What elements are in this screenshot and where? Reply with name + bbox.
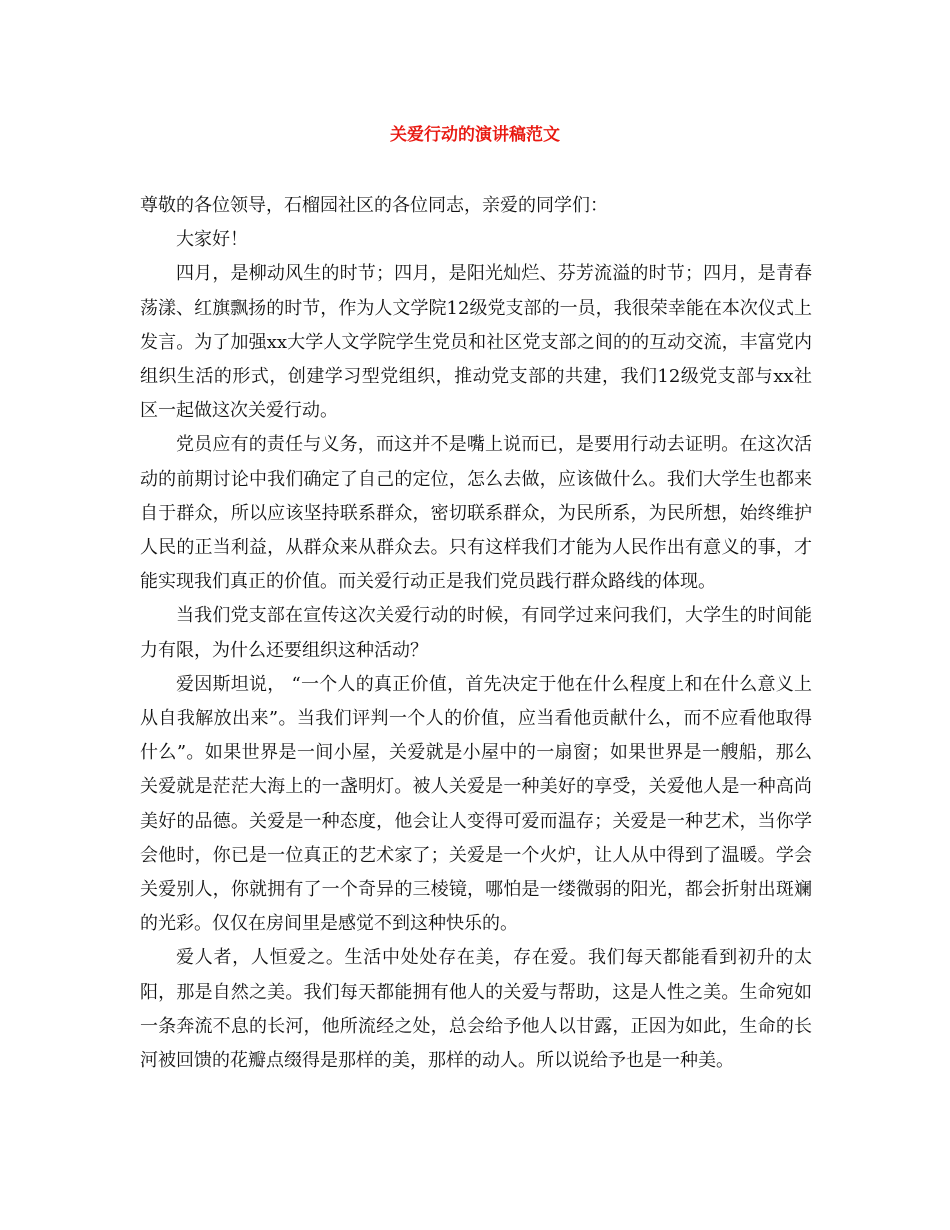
paragraph-question: 当我们党支部在宣传这次关爱行动的时候，有同学过来问我们，大学生的时间能力有限，为什么还要组织这种活动？ (140, 605, 812, 661)
document-title: 关爱行动的演讲稿范文 (390, 125, 560, 145)
paragraph-party-duty: 党员应有的责任与义务，而这并不是嘴上说而已，是要用行动去证明。在这次活动的前期讨论中我们确定了自己的定位，怎么去做，应该做什么。我们大学生也都来自于群众，所以应该坚持联系群众，密切联系群众，为民所系，为民所想，始终维护人民的正当利益，从群众来从群众去。只有这样我们才能为人民作出有意义的事，才能实现我们真正的价值。而关爱行动正是我们党员践行群众路线的体现。 (140, 434, 812, 593)
paragraph-love-beauty: 爱人者，人恒爱之。生活中处处存在美，存在爱。我们每天都能看到初升的太阳，那是自然之美。我们每天都能拥有他人的关爱与帮助，这是人性之美。生命宛如一条奔流不息的长河，他所流经之处，总会给予他人以甘露，正因为如此，生命的长河被回馈的花瓣点缀得是那样的美，那样的动人。所以说给予也是一种美。 (140, 947, 812, 1072)
paragraph-april: 四月，是柳动风生的时节；四月，是阳光灿烂、芬芳流溢的时节；四月，是青春荡漾、红旗飘扬的时节，作为人文学院12级党支部的一员，我很荣幸能在本次仪式上发言。为了加强xx大学人文学院学生党员和社区党支部之间的的互动交流，丰富党内组织生活的形式，创建学习型党组织，推动党支部的共建，我们12级党支部与xx社区一起做这次关爱行动。 (140, 263, 812, 422)
document-body (140, 189, 812, 1078)
salutation: 尊敬的各位领导，石榴园社区的各位同志，亲爱的同学们： (140, 195, 608, 216)
paragraph-greeting: 大家好！ (176, 229, 248, 251)
paragraph-einstein: 爱因斯坦说， “一个人的真正价值，首先决定于他在什么程度上和在什么意义上从自我解放出来”。当我们评判一个人的价值，应当看他贡献什么，而不应看他取得什么”。如果世界是一间小屋，关爱就是小屋中的一扇窗；如果世界是一艘船，那么关爱就是茫茫大海上的一盏明灯。被人关爱是一种美好的享受，关爱他人是一种高尚美好的品德。关爱是一种态度，他会让人变得可爱而温存；关爱是一种艺术，当你学会他时，你已是一位真正的艺术家了；关爱是一个火炉，让人从中得到了温暖。学会关爱别人，你就拥有了一个奇异的三棱镜，哪怕是一缕微弱的阳光，都会折射出斑斓的光彩。仅仅在房间里是感觉不到这种快乐的。 (140, 673, 812, 935)
